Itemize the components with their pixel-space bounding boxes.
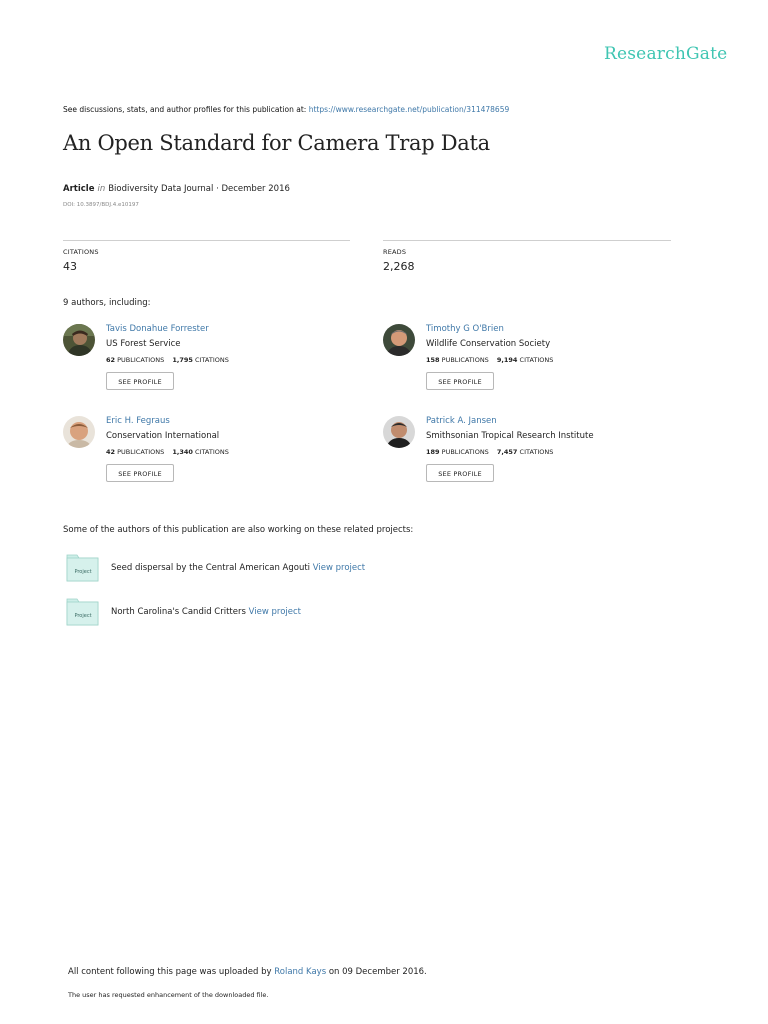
profiles-notice-text: See discussions, stats, and author profiles for this publication at: xyxy=(63,105,307,114)
see-profile-button[interactable]: SEE PROFILE xyxy=(426,372,494,390)
project-tag: Project xyxy=(74,613,92,619)
reads-label: READS xyxy=(383,248,407,256)
author-institution: US Forest Service xyxy=(106,339,181,349)
uploader-link[interactable]: Roland Kays xyxy=(274,967,327,977)
author-publications-count: 189 xyxy=(426,448,440,456)
authors-heading: 9 authors, including: xyxy=(63,298,151,308)
author-card xyxy=(63,416,363,496)
author-citations-count: 7,457 xyxy=(496,448,518,456)
author-stats xyxy=(426,448,553,456)
avatar[interactable] xyxy=(383,416,415,448)
author-card xyxy=(63,324,363,404)
author-name[interactable]: Timothy G O'Brien xyxy=(426,324,504,334)
author-publications-count: 62 xyxy=(106,356,116,364)
see-profile-button[interactable]: SEE PROFILE xyxy=(426,464,494,482)
author-name[interactable]: Patrick A. Jansen xyxy=(426,416,497,426)
author-citations-label: CITATIONS xyxy=(519,448,554,456)
author-institution: Smithsonian Tropical Research Institute xyxy=(426,431,594,441)
publication-type: Article xyxy=(63,184,95,194)
author-name[interactable]: Eric H. Fegraus xyxy=(106,416,170,426)
author-citations-label: CITATIONS xyxy=(519,356,554,364)
publication-title: An Open Standard for Camera Trap Data xyxy=(63,131,490,155)
author-publications-count: 42 xyxy=(106,448,116,456)
author-stats xyxy=(106,448,229,456)
avatar[interactable] xyxy=(63,324,95,356)
see-profile-button[interactable]: SEE PROFILE xyxy=(106,464,174,482)
project-title: North Carolina's Candid Critters xyxy=(111,607,246,617)
researchgate-logo[interactable]: ResearchGate xyxy=(604,44,728,64)
citations-divider xyxy=(63,240,350,241)
author-name[interactable]: Tavis Donahue Forrester xyxy=(106,324,209,334)
publication-url-link[interactable]: https://www.researchgate.net/publication/311478659 xyxy=(308,105,510,114)
avatar[interactable] xyxy=(63,416,95,448)
author-institution: Wildlife Conservation Society xyxy=(426,339,551,349)
publication-doi: DOI: 10.3897/BDJ.4.e10197 xyxy=(63,202,139,208)
project-folder-icon[interactable] xyxy=(63,598,99,626)
publication-in: in xyxy=(97,184,106,194)
author-citations-label: CITATIONS xyxy=(195,356,229,364)
publication-journal-date: Biodiversity Data Journal · December 2016 xyxy=(108,184,290,194)
profiles-notice xyxy=(63,105,509,114)
project-label xyxy=(111,607,301,617)
upload-notice xyxy=(68,967,427,977)
view-project-link[interactable]: View project xyxy=(312,563,366,573)
author-publications-label: PUBLICATIONS xyxy=(441,448,489,456)
publication-meta xyxy=(63,184,290,194)
see-profile-button[interactable]: SEE PROFILE xyxy=(106,372,174,390)
author-card xyxy=(383,324,683,404)
project-title: Seed dispersal by the Central American Agouti xyxy=(111,563,311,573)
avatar[interactable] xyxy=(383,324,415,356)
reads-divider xyxy=(383,240,671,241)
reads-value: 2,268 xyxy=(383,260,415,273)
author-publications-label: PUBLICATIONS xyxy=(117,448,165,456)
author-citations-count: 1,340 xyxy=(172,448,193,456)
upload-prefix: All content following this page was uploaded by xyxy=(68,967,272,977)
project-item xyxy=(63,598,463,628)
enhancement-notice: The user has requested enhancement of the downloaded file. xyxy=(68,991,269,999)
project-label xyxy=(111,563,365,573)
author-publications-count: 158 xyxy=(426,356,440,364)
author-publications-label: PUBLICATIONS xyxy=(117,356,165,364)
project-folder-icon[interactable] xyxy=(63,554,99,582)
author-citations-count: 9,194 xyxy=(496,356,518,364)
citations-label: CITATIONS xyxy=(63,248,99,256)
author-institution: Conservation International xyxy=(106,431,220,441)
author-card xyxy=(383,416,683,496)
author-citations-label: CITATIONS xyxy=(195,448,229,456)
project-tag: Project xyxy=(74,569,92,575)
projects-heading: Some of the authors of this publication are also working on these related projects: xyxy=(63,525,414,535)
citations-value: 43 xyxy=(63,260,77,273)
author-stats xyxy=(426,356,553,364)
author-stats xyxy=(106,356,229,364)
upload-suffix: on 09 December 2016. xyxy=(328,967,427,977)
author-publications-label: PUBLICATIONS xyxy=(441,356,489,364)
project-item xyxy=(63,554,463,584)
author-citations-count: 1,795 xyxy=(172,356,193,364)
view-project-link[interactable]: View project xyxy=(248,607,301,617)
